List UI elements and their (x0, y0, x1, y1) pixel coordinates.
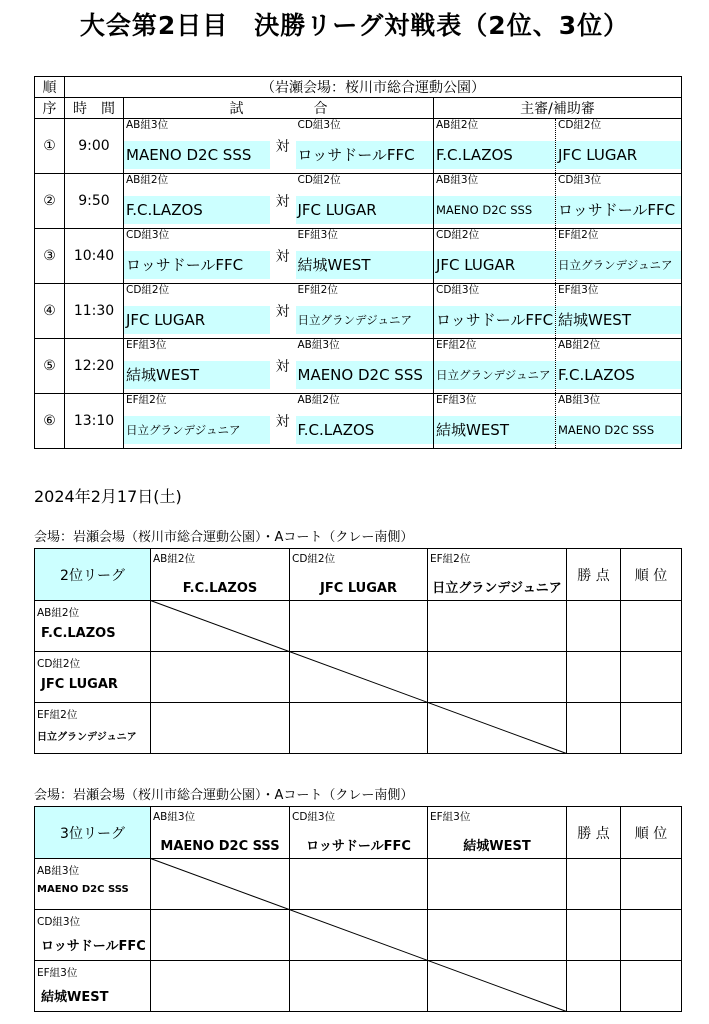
team-name: JFC LUGAR (296, 196, 434, 224)
result-cell[interactable] (290, 859, 428, 910)
group-label: CD組3位 (436, 284, 480, 296)
league-row (35, 961, 682, 1012)
match-time: 12:20 (73, 358, 115, 374)
result-cell[interactable] (290, 961, 428, 1012)
group-label: AB組2位 (297, 394, 340, 406)
points-header: 勝 点 (567, 549, 621, 601)
result-cell[interactable] (428, 601, 567, 652)
points-cell[interactable] (567, 961, 621, 1012)
team-name: JFC LUGAR (556, 141, 681, 169)
group-label: CD組2位 (126, 284, 170, 296)
vs-label: 対 (275, 414, 290, 430)
points-header: 勝 点 (567, 807, 621, 859)
match-row (35, 394, 682, 449)
league-col-team (290, 807, 428, 859)
league-col-team (151, 549, 290, 601)
result-cell[interactable] (428, 703, 567, 754)
match-row (35, 339, 682, 394)
group-label: CD組2位 (297, 174, 341, 186)
match-number: ② (43, 193, 56, 209)
match-time: 9:50 (78, 193, 110, 209)
match-number: ⑤ (43, 358, 56, 374)
group-label: EF組3位 (558, 284, 599, 296)
league2-table (34, 548, 682, 754)
team-name: 日立グランデジュニア (434, 361, 555, 389)
group-label: AB組3位 (558, 394, 601, 406)
team-name: JFC LUGAR (41, 677, 118, 692)
result-cell[interactable] (151, 910, 290, 961)
match-number: ⑥ (43, 413, 56, 429)
group-label: AB組3位 (126, 119, 169, 131)
group-label: AB組3位 (297, 339, 340, 351)
points-cell[interactable] (567, 859, 621, 910)
match-row (35, 174, 682, 229)
group-label: CD組2位 (436, 229, 480, 241)
team-name: ロッサドールFFC (434, 306, 555, 334)
result-cell[interactable] (151, 961, 290, 1012)
match-time: 9:00 (78, 138, 110, 154)
team-name: F.C.LAZOS (434, 141, 555, 169)
league-col-team (290, 549, 428, 601)
match-time: 11:30 (73, 303, 115, 319)
order-header-top: 順 (35, 77, 65, 98)
team-name: F.C.LAZOS (556, 361, 681, 389)
team-name: JFC LUGAR (434, 251, 555, 279)
team-name: 日立グランデジュニア (296, 306, 434, 334)
team-name: 日立グランデジュニア (556, 251, 681, 279)
league-row-team (35, 601, 151, 652)
league-row-team (35, 703, 151, 754)
league-row-team (35, 961, 151, 1012)
group-label: CD組2位 (37, 658, 81, 670)
match-date: 2024年2月17日(土) (34, 487, 182, 506)
league-col-team (428, 807, 567, 859)
team-name: 結城WEST (463, 839, 531, 854)
team-name: MAENO D2C SSS (37, 884, 129, 895)
rank-cell[interactable] (621, 703, 682, 754)
group-label: CD組3位 (126, 229, 170, 241)
group-label: EF組2位 (430, 553, 471, 565)
group-label: EF組2位 (558, 229, 599, 241)
result-cell[interactable] (151, 601, 290, 652)
vs-label: 対 (275, 139, 290, 155)
league-col-team (428, 549, 567, 601)
team-name: ロッサドールFFC (41, 939, 146, 954)
match-schedule-table (34, 76, 682, 449)
result-cell[interactable] (428, 652, 567, 703)
vs-label: 対 (275, 194, 290, 210)
team-name: JFC LUGAR (320, 581, 397, 596)
league3-venue: 会場：岩瀬会場（桜川市総合運動公園）・Aコート（クレー南側） (34, 788, 414, 803)
group-label: AB組2位 (37, 607, 80, 619)
group-label: EF組2位 (297, 284, 338, 296)
group-label: AB組2位 (153, 553, 196, 565)
rank-header: 順 位 (621, 549, 682, 601)
vs-label: 対 (275, 304, 290, 320)
league-row (35, 652, 682, 703)
team-name: 結城WEST (296, 251, 434, 279)
league-row-team (35, 910, 151, 961)
group-label: CD組3位 (37, 916, 81, 928)
league-name: 3位リーグ (35, 807, 151, 859)
group-label: EF組3位 (297, 229, 338, 241)
group-label: CD組3位 (558, 174, 602, 186)
group-label: CD組2位 (558, 119, 602, 131)
team-name: F.C.LAZOS (124, 196, 270, 224)
team-name: MAENO D2C SSS (556, 416, 681, 444)
team-name: 結城WEST (556, 306, 681, 334)
match-row (35, 229, 682, 284)
league-row (35, 859, 682, 910)
group-label: EF組3位 (430, 811, 471, 823)
team-name: F.C.LAZOS (41, 626, 116, 641)
group-label: AB組2位 (436, 119, 479, 131)
group-label: EF組3位 (37, 967, 78, 979)
vs-label: 対 (275, 249, 290, 265)
points-cell[interactable] (567, 910, 621, 961)
team-name: MAENO D2C SSS (296, 361, 434, 389)
points-cell[interactable] (567, 601, 621, 652)
league-row (35, 703, 682, 754)
team-name: 日立グランデジュニア (432, 581, 562, 596)
team-name: JFC LUGAR (124, 306, 270, 334)
result-cell[interactable] (151, 652, 290, 703)
match-number: ① (43, 138, 56, 154)
group-label: AB組3位 (37, 865, 80, 877)
order-header-bottom: 序 (35, 98, 65, 119)
league-row-team (35, 652, 151, 703)
result-cell[interactable] (428, 961, 567, 1012)
team-name: MAENO D2C SSS (160, 839, 280, 854)
match-row (35, 284, 682, 339)
schedule-venue: （岩瀬会場：桜川市総合運動公園） (65, 77, 682, 98)
team-name: ロッサドールFFC (296, 141, 434, 169)
result-cell[interactable] (428, 910, 567, 961)
league-row (35, 601, 682, 652)
league-col-team (151, 807, 290, 859)
team-name: ロッサドールFFC (306, 839, 411, 854)
match-header: 試 合 (124, 98, 434, 119)
group-label: AB組2位 (558, 339, 601, 351)
group-label: AB組3位 (436, 174, 479, 186)
group-label: AB組2位 (126, 174, 169, 186)
group-label: EF組3位 (126, 339, 167, 351)
match-number: ④ (43, 303, 56, 319)
team-name: 結城WEST (41, 990, 109, 1005)
page-title: 大会第2日目 決勝リーグ対戦表（2位、3位） (79, 11, 630, 40)
group-label: EF組2位 (436, 339, 477, 351)
match-time: 13:10 (73, 413, 115, 429)
team-name: F.C.LAZOS (296, 416, 434, 444)
time-header: 時 間 (65, 98, 124, 119)
rank-cell[interactable] (621, 601, 682, 652)
points-cell[interactable] (567, 703, 621, 754)
referee-header: 主審/補助審 (434, 98, 682, 119)
team-name: 日立グランデジュニア (124, 416, 270, 444)
league-row (35, 910, 682, 961)
team-name: 日立グランデジュニア (37, 732, 137, 743)
result-cell[interactable] (290, 652, 428, 703)
result-cell[interactable] (290, 910, 428, 961)
result-cell[interactable] (151, 859, 290, 910)
group-label: CD組3位 (297, 119, 341, 131)
rank-cell[interactable] (621, 859, 682, 910)
league2-venue: 会場：岩瀬会場（桜川市総合運動公園）・Aコート（クレー南側） (34, 530, 414, 545)
match-row (35, 119, 682, 174)
result-cell[interactable] (428, 859, 567, 910)
team-name: F.C.LAZOS (182, 581, 258, 596)
team-name: MAENO D2C SSS (124, 141, 270, 169)
group-label: EF組2位 (37, 709, 78, 721)
result-cell[interactable] (290, 703, 428, 754)
team-name: ロッサドールFFC (124, 251, 270, 279)
rank-cell[interactable] (621, 910, 682, 961)
team-name: ロッサドールFFC (556, 196, 681, 224)
league3-table (34, 806, 682, 1012)
team-name: MAENO D2C SSS (434, 196, 555, 224)
league-row-team (35, 859, 151, 910)
rank-cell[interactable] (621, 652, 682, 703)
match-time: 10:40 (73, 248, 115, 264)
result-cell[interactable] (151, 703, 290, 754)
group-label: CD組2位 (292, 553, 336, 565)
group-label: EF組3位 (436, 394, 477, 406)
rank-cell[interactable] (621, 961, 682, 1012)
group-label: EF組2位 (126, 394, 167, 406)
group-label: AB組3位 (153, 811, 196, 823)
team-name: 結城WEST (124, 361, 270, 389)
team-name: 結城WEST (434, 416, 555, 444)
match-number: ③ (43, 248, 56, 264)
group-label: CD組3位 (292, 811, 336, 823)
rank-header: 順 位 (621, 807, 682, 859)
result-cell[interactable] (290, 601, 428, 652)
league-name: 2位リーグ (35, 549, 151, 601)
vs-label: 対 (275, 359, 290, 375)
points-cell[interactable] (567, 652, 621, 703)
